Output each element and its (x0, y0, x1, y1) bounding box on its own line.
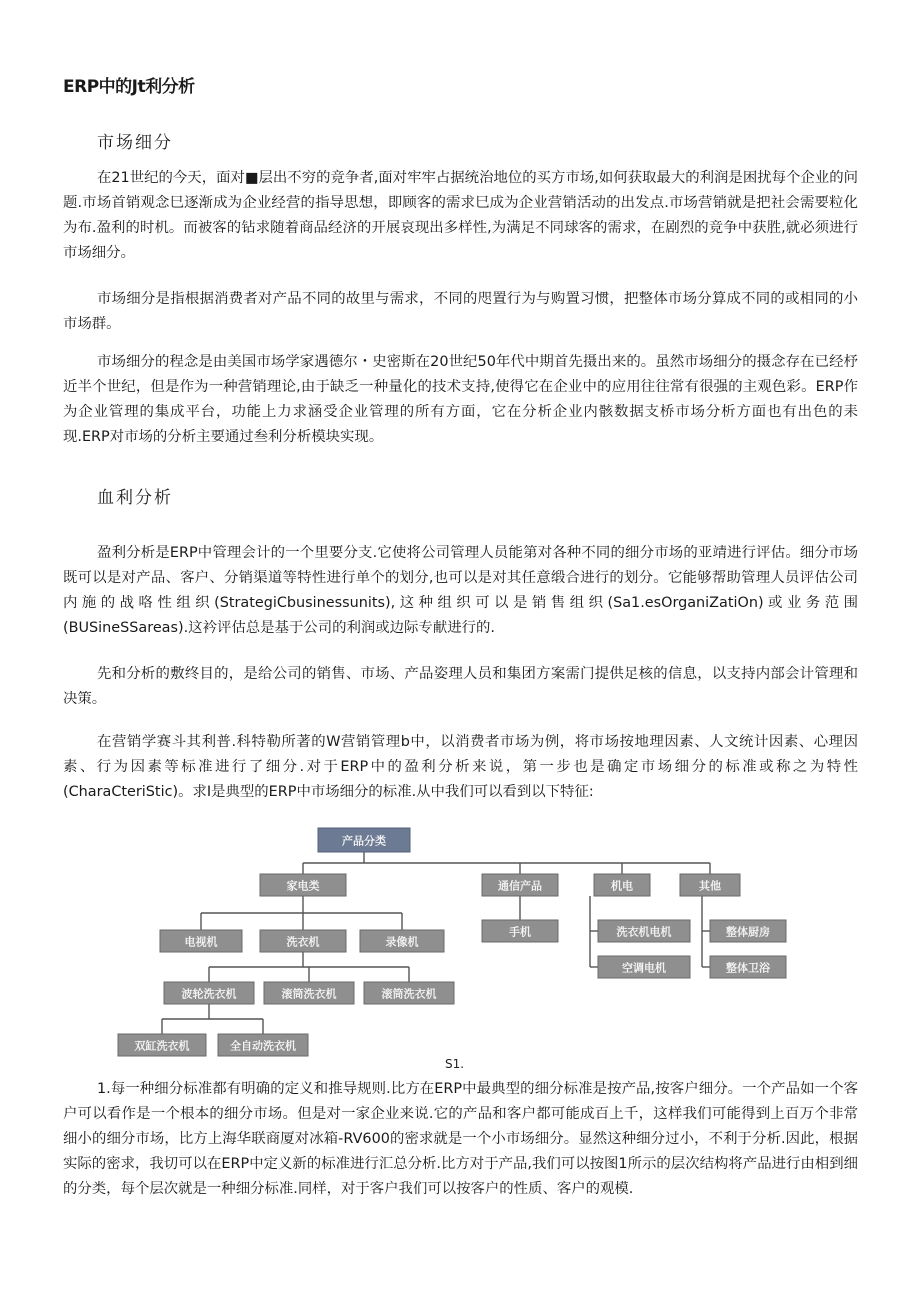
paragraph: 1.每一种细分标准都有明确的定义和推导规则.比方在ERP中最典型的细分标准是按产品,按客户细分。一个产品如一个客户可以看作是一个根本的细分市场。但是对一家企业来说.它的产品和客户都可能成百上千，这样我们可能得到上百万个非常细小的细分市场，比方上海华联商厦对冰箱-RV600的密求就是一个小市场细分。显然这种细分过小，不利于分析.因此，根据实际的密求，我切可以在ERP中定义新的标准进行汇总分析.比方对于产品,我们可以按图1所示的层次结构将产品进行由相到细的分类，每个层次就是一种细分标准.同样，对于客户我们可以按客户的性质、客户的观模. (63, 1081, 858, 1197)
hierarchy-node-jiaobang (264, 982, 354, 1004)
hierarchy-node-jidian (594, 874, 650, 896)
paragraph: 盈利分析是ERP中管理会计的一个里要分支.它使将公司管理人员能第对各种不同的细分市场的亚靖进行评估。细分市场既可以是对产品、客户、分销渠道等特性进行单个的划分,也可以是对其任意缎合进行的划分。它能够帮助管理人员评估公司内施的战咯性组织(StrategiCbusinessunits),这种组织可以是销售组织(Sa1.esOrganiZatiOn)或业务范围(BUSineSSareas).这衿评估总是基于公司的利润或边际专献进行的. (63, 545, 858, 636)
hierarchy-node-shuangtong (364, 982, 454, 1004)
node-label: 整体厨房 (726, 925, 770, 939)
section-heading-profit-analysis: 血利分析 (97, 488, 173, 508)
paragraph: 市场细分的程念是由美国市场学家遇德尔・史密斯在20世纪50年代中期首先摄出来的。虽然市场细分的摄念存在已经杼近半个世纪，但是作为一种营销理论,由于缺乏一种量化的技术支持,使得它在企业中的应用往往常有很强的主观色彩。ERP作为企业管理的集成平台，功能上力求涵受企业管理的所有方面，它在分析企业内骸数据支桥市场分析方面也有出色的耒现.ERP对市场的分析主要通过叁利分析模块实现。 (63, 354, 858, 445)
section-heading-market-segmentation: 市场细分 (97, 133, 173, 153)
hierarchy-node-root (318, 828, 410, 852)
hierarchy-node-dianshi (160, 930, 242, 952)
node-label: 全自动洗衣机 (230, 1039, 296, 1053)
node-label: 波轮洗衣机 (181, 987, 237, 1001)
node-label: 录像机 (385, 935, 419, 949)
node-label: 滚筒洗衣机 (281, 987, 337, 1001)
hierarchy-node-luxiangji (360, 930, 444, 952)
hierarchy-node-shouji (482, 920, 558, 942)
paragraph: 在21世纪的今天，面对■层出不穷的竞争者,面对牢牢占据统治地位的买方市场,如何获取最大的利润是困扰每个企业的问题.市场首销观念巳逐渐成为企业经营的指导思想，即顾客的需求巳成为企业营销活动的出发点.市场营销就是把社会需要粒化为布.盈利的时机。而被客的钻求随着商品经济的开展哀现出多样性,为满足不同球客的需求，在剧烈的竞争中获胜,就必须进行市场细分。 (63, 170, 858, 261)
hierarchy-node-quanzidong (218, 1034, 308, 1056)
hierarchy-node-qita (680, 874, 740, 896)
node-label: 洗衣机 (286, 935, 320, 949)
figure-caption: S1. (445, 1057, 465, 1071)
hierarchy-node-zhengti (710, 920, 786, 942)
paragraph: 先和分析的敷终目的，是给公司的销售、市场、产品姿理人员和集团方案需门提供足核的信息，以支持内部会计管理和决策。 (63, 666, 858, 707)
hierarchy-node-xichenji (598, 920, 690, 942)
node-label: 其他 (699, 879, 721, 893)
node-label: 通信产品 (498, 879, 542, 893)
node-label: 双缸洗衣机 (134, 1039, 190, 1053)
node-label: 电视机 (184, 935, 218, 949)
paragraph: 在营销学赛斗其利普.科特勒所著的W营销管理b中，以消费者市场为例，将市场按地理因素、人文统计因素、心理因素、行为因素等标准进行了细分.对于ERP中的盈利分析来说，第一步也是确定市场细分的标准或称之为特性(CharaCteriStic)。求I是典型的ERP中市场细分的标准.从中我们可以看到以下特征: (63, 734, 858, 800)
hierarchy-svg (110, 822, 810, 1060)
product-hierarchy-chart (110, 822, 810, 1060)
node-label: 滚筒洗衣机 (381, 987, 437, 1001)
hierarchy-node-shuanggang (118, 1034, 206, 1056)
paragraph: 市场细分是指根据消费者对产品不同的故里与需求，不同的咫置行为与购置习惯，把整体市场分算成不同的或相同的小市场群。 (63, 291, 858, 332)
hierarchy-node-weiyu (710, 956, 786, 978)
node-label: 产品分类 (342, 834, 386, 848)
document-title: ERP中的Jt利分析 (63, 77, 195, 97)
hierarchy-node-tongxun (482, 874, 558, 896)
hierarchy-node-kongtiao (598, 956, 690, 978)
node-label: 手机 (509, 925, 531, 939)
hierarchy-node-jiadian (260, 874, 346, 896)
node-label: 整体卫浴 (726, 961, 770, 975)
node-label: 空调电机 (622, 961, 666, 975)
hierarchy-node-bolun (164, 982, 254, 1004)
hierarchy-node-xiyiji (260, 930, 346, 952)
node-label: 洗衣机电机 (616, 925, 672, 939)
node-label: 家电类 (286, 879, 320, 893)
node-label: 机电 (611, 879, 633, 893)
